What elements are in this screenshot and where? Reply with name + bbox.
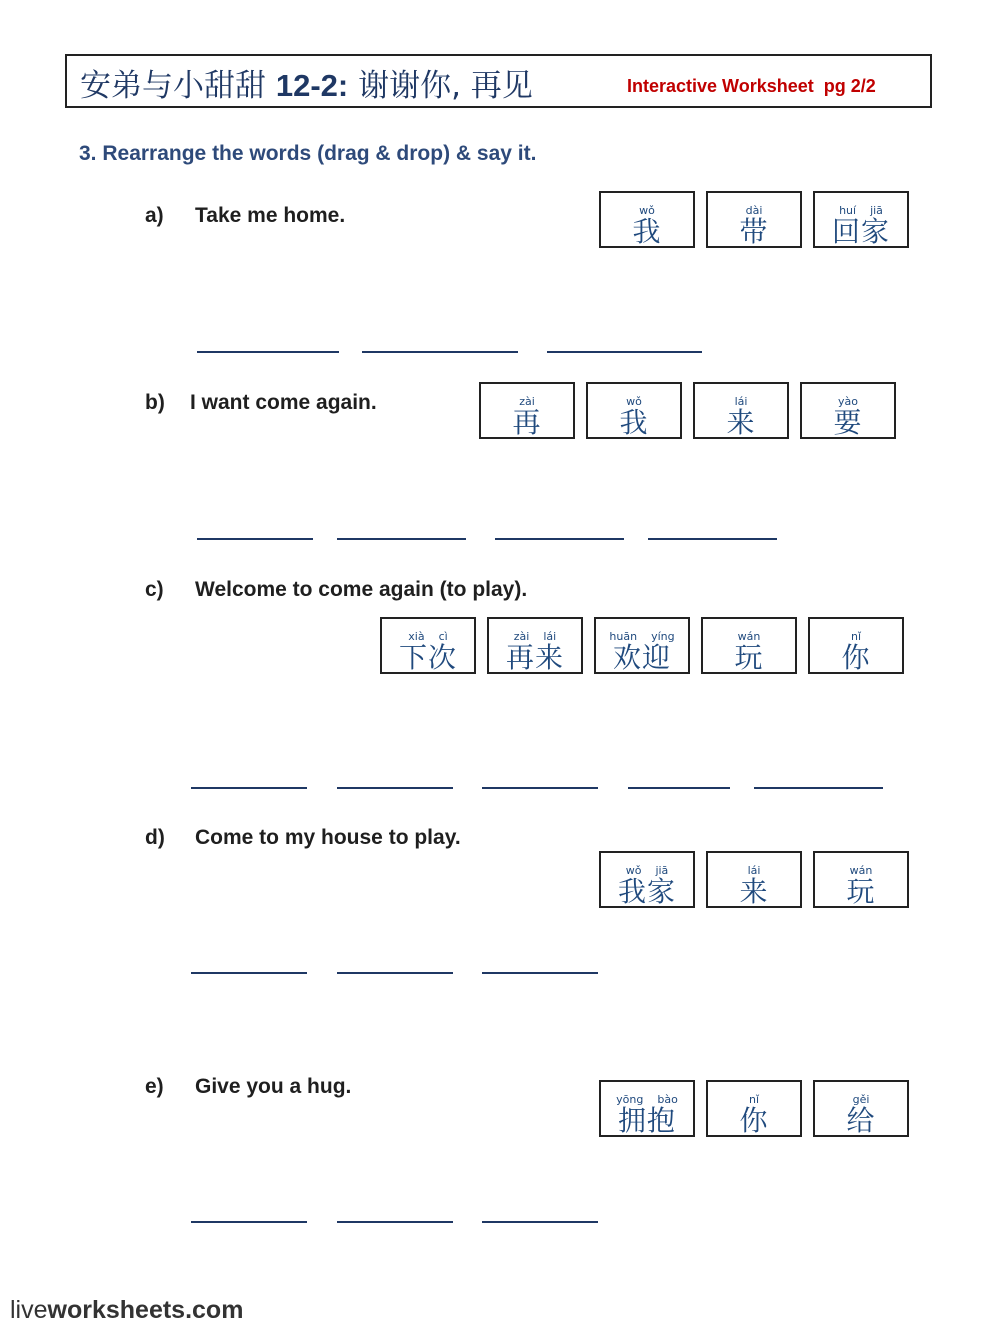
word-tile[interactable]: yōng bào 拥抱 — [599, 1080, 695, 1137]
question-c-text: Welcome to come again (to play). — [195, 578, 528, 601]
answer-drop-slot[interactable] — [628, 787, 730, 789]
answer-drop-slot[interactable] — [191, 972, 307, 974]
answer-drop-slot[interactable] — [337, 787, 453, 789]
answer-drop-slot[interactable] — [191, 1221, 307, 1223]
question-e-label: e) — [145, 1075, 164, 1098]
question-a-text: Take me home. — [195, 204, 346, 227]
answer-drop-slot[interactable] — [362, 351, 518, 353]
answer-drop-slot[interactable] — [482, 1221, 598, 1223]
word-tile[interactable]: dài 带 — [706, 191, 802, 248]
word-tile[interactable]: wán 玩 — [701, 617, 797, 674]
answer-drop-slot[interactable] — [482, 972, 598, 974]
answer-drop-slot[interactable] — [495, 538, 624, 540]
question-d-text: Come to my house to play. — [195, 826, 461, 849]
word-tile[interactable]: huí jiā 回家 — [813, 191, 909, 248]
word-tile[interactable]: xià cì 下次 — [380, 617, 476, 674]
word-tile[interactable]: zài 再 — [479, 382, 575, 439]
word-tile[interactable]: gěi 给 — [813, 1080, 909, 1137]
page-subtitle: Interactive Worksheet pg 2/2 — [627, 76, 876, 96]
question-b-label: b) — [145, 391, 165, 414]
word-tile[interactable]: wǒ 我 — [586, 382, 682, 439]
question-a-label: a) — [145, 204, 164, 227]
answer-drop-slot[interactable] — [337, 538, 466, 540]
answer-drop-slot[interactable] — [197, 351, 339, 353]
question-e-text: Give you a hug. — [195, 1075, 352, 1098]
answer-drop-slot[interactable] — [648, 538, 777, 540]
answer-drop-slot[interactable] — [337, 972, 453, 974]
word-tile[interactable]: nǐ 你 — [706, 1080, 802, 1137]
word-tile[interactable]: wǒ jiā 我家 — [599, 851, 695, 908]
answer-drop-slot[interactable] — [547, 351, 702, 353]
answer-drop-slot[interactable] — [197, 538, 313, 540]
question-b-text: I want come again. — [190, 391, 377, 414]
answer-drop-slot[interactable] — [482, 787, 598, 789]
word-tile[interactable]: wán 玩 — [813, 851, 909, 908]
question-d-label: d) — [145, 826, 165, 849]
footer-logo: liveworksheets.com — [10, 1296, 244, 1324]
word-tile[interactable]: zài lái 再来 — [487, 617, 583, 674]
word-tile[interactable]: lái 来 — [693, 382, 789, 439]
word-tile[interactable]: lái 来 — [706, 851, 802, 908]
word-tile[interactable]: yào 要 — [800, 382, 896, 439]
page-title: 安弟与小甜甜 12-2: 谢谢你, 再见 — [80, 68, 533, 104]
answer-drop-slot[interactable] — [754, 787, 883, 789]
answer-drop-slot[interactable] — [337, 1221, 453, 1223]
question-c-label: c) — [145, 578, 164, 601]
word-tile[interactable]: huān yíng 欢迎 — [594, 617, 690, 674]
instruction-text: 3. Rearrange the words (drag & drop) & say it. — [79, 142, 537, 165]
answer-drop-slot[interactable] — [191, 787, 307, 789]
word-tile[interactable]: wǒ 我 — [599, 191, 695, 248]
word-tile[interactable]: nǐ 你 — [808, 617, 904, 674]
